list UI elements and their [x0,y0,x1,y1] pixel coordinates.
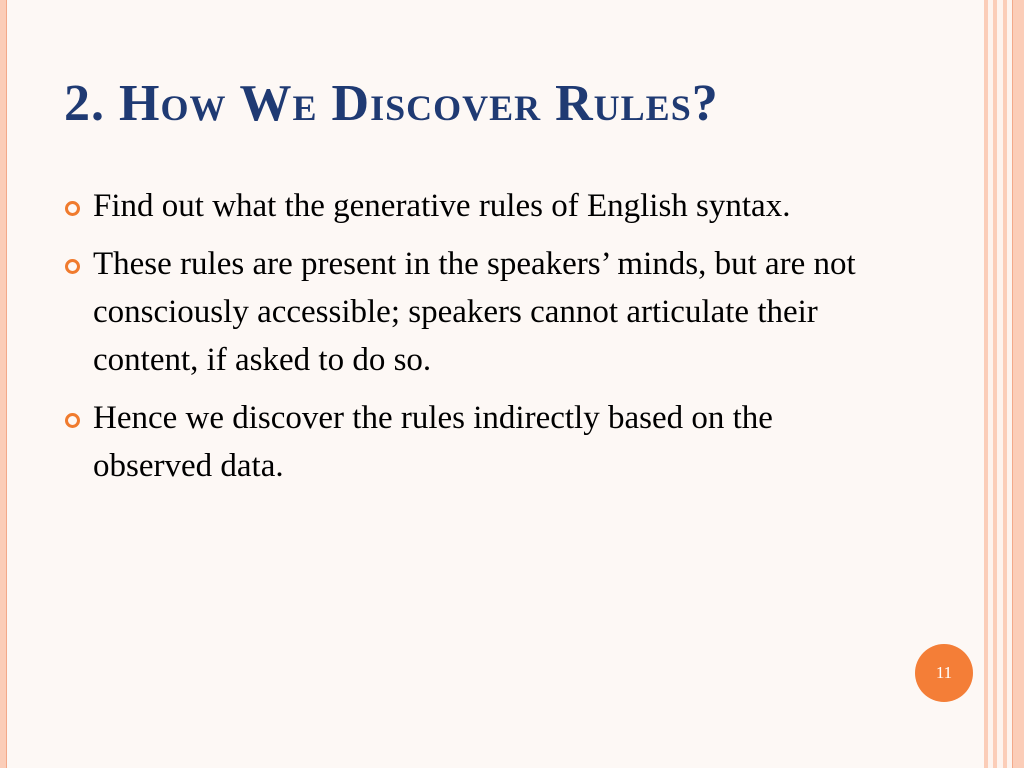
bullet-item [62,240,882,384]
page-number: 11 [935,663,953,682]
bullet-text: Hence we discover the rules indirectly based on the observed data. [93,400,773,484]
bullet-text: Find out what the generative rules of English syntax. [93,188,791,224]
bullet-list [62,182,882,500]
page-number-badge [915,644,973,702]
right-stripe-decoration [984,0,1024,768]
circle-bullet-icon [65,201,80,216]
stripe [1003,0,1007,768]
slide-title: 2. How We Discover Rules? [64,75,719,132]
circle-bullet-icon [65,259,80,274]
circle-bullet-icon [65,413,80,428]
stripe [984,0,988,768]
stripe [1012,0,1024,768]
bullet-text: These rules are present in the speakers’ minds, but are not consciously accessible; speakers cannot articulate their content, if asked to do so. [93,246,856,378]
left-border-decoration [0,0,7,768]
bullet-item [62,394,882,490]
stripe [993,0,997,768]
bullet-item [62,182,882,230]
